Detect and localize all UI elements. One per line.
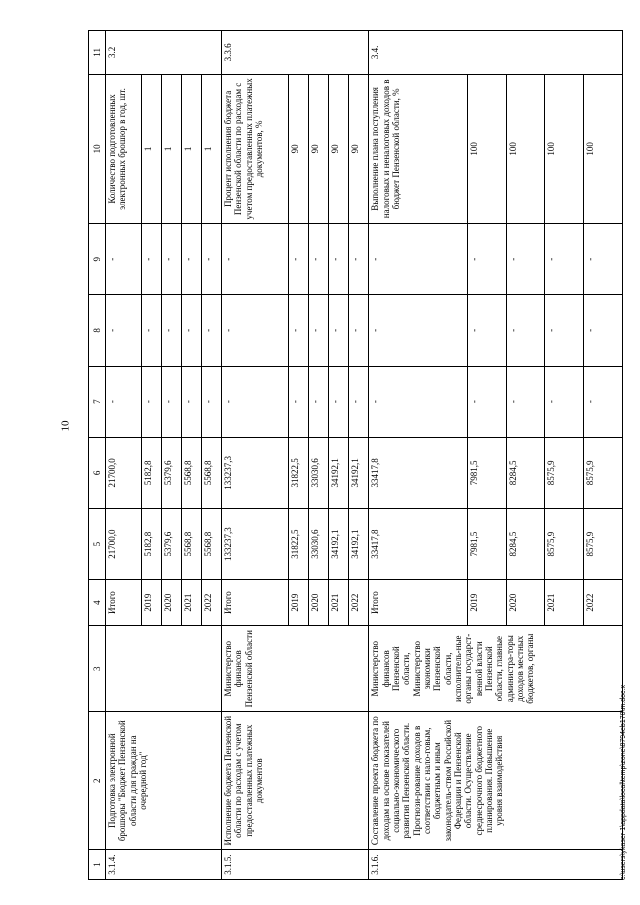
- year-col5: 5568,8: [201, 508, 221, 579]
- year-col6: 5182,8: [141, 437, 161, 508]
- table-row: [106, 31, 142, 880]
- year-col7: -: [288, 366, 308, 437]
- total-col6: 33417,8: [369, 437, 468, 508]
- year-col6: 8284,5: [506, 437, 545, 508]
- col-header: 4: [89, 580, 106, 626]
- year-col9: -: [467, 224, 506, 295]
- col-header: 2: [89, 712, 106, 850]
- col-header: 9: [89, 224, 106, 295]
- indicator-code: 3.3.6: [222, 31, 369, 75]
- col-header: 1: [89, 850, 106, 880]
- year-col10: 90: [308, 74, 328, 223]
- item-name: Исполнение бюджета Пензенской области по расходам с учетом предоставленных платежных документов: [222, 712, 369, 850]
- year-col7: -: [141, 366, 161, 437]
- year-col5: 5379,6: [161, 508, 181, 579]
- col-header: 10: [89, 74, 106, 223]
- year-col6: 34192,1: [329, 437, 349, 508]
- indicator-name: Выполнение плана поступления налоговых и неналоговых доходов в бюджет Пензенской области, %: [369, 74, 468, 223]
- year-col6: 5568,8: [201, 437, 221, 508]
- year-col5: 8575,9: [545, 508, 584, 579]
- year-col9: -: [506, 224, 545, 295]
- year-cell: 2019: [288, 580, 308, 626]
- col-header: 8: [89, 295, 106, 366]
- indicator-name: Количество подготовленных электронных брошюр в год, шт.: [106, 74, 142, 223]
- year-col5: 8575,9: [584, 508, 623, 579]
- year-col9: -: [141, 224, 161, 295]
- total-col7: -: [369, 366, 468, 437]
- year-col5: 7981,5: [467, 508, 506, 579]
- total-col5: 133237,3: [222, 508, 289, 579]
- total-label: Итого: [106, 580, 142, 626]
- total-col8: -: [106, 295, 142, 366]
- total-col7: -: [106, 366, 142, 437]
- year-col6: 7981,5: [467, 437, 506, 508]
- year-col7: -: [506, 366, 545, 437]
- year-cell: 2021: [545, 580, 584, 626]
- year-col5: 33030,6: [308, 508, 328, 579]
- total-col6: 21700,0: [106, 437, 142, 508]
- year-cell: 2020: [506, 580, 545, 626]
- year-col8: -: [467, 295, 506, 366]
- total-col9: -: [106, 224, 142, 295]
- year-col8: -: [506, 295, 545, 366]
- year-cell: 2021: [329, 580, 349, 626]
- year-col7: -: [161, 366, 181, 437]
- col-header: 7: [89, 366, 106, 437]
- year-cell: 2019: [141, 580, 161, 626]
- year-col9: -: [181, 224, 201, 295]
- year-col9: -: [349, 224, 369, 295]
- total-col5: 21700,0: [106, 508, 142, 579]
- indicator-code: 3.2: [106, 31, 222, 75]
- year-col8: -: [545, 295, 584, 366]
- year-col8: -: [349, 295, 369, 366]
- year-col5: 5568,8: [181, 508, 201, 579]
- total-col9: -: [369, 224, 468, 295]
- table-body: [89, 31, 623, 880]
- year-col10: 1: [161, 74, 181, 223]
- col-header: 6: [89, 437, 106, 508]
- year-col10: 90: [288, 74, 308, 223]
- year-col6: 5568,8: [181, 437, 201, 508]
- item-executor: Министерство финансов Пензенской области: [222, 626, 369, 712]
- year-col9: -: [161, 224, 181, 295]
- total-col5: 33417,8: [369, 508, 468, 579]
- item-executor: [106, 626, 222, 712]
- year-col10: 1: [201, 74, 221, 223]
- year-col7: -: [584, 366, 623, 437]
- item-number: 3.1.4.: [106, 850, 222, 880]
- year-col5: 34192,1: [329, 508, 349, 579]
- item-number: 3.1.5.: [222, 850, 369, 880]
- total-col7: -: [222, 366, 289, 437]
- year-cell: 2019: [467, 580, 506, 626]
- budget-table-rotated: [88, 30, 623, 880]
- year-col5: 34192,1: [349, 508, 369, 579]
- col-header: 3: [89, 626, 106, 712]
- year-col9: -: [545, 224, 584, 295]
- year-cell: 2022: [201, 580, 221, 626]
- total-col8: -: [222, 295, 289, 366]
- year-cell: 2021: [181, 580, 201, 626]
- year-col10: 100: [467, 74, 506, 223]
- year-col10: 1: [141, 74, 161, 223]
- item-name: Подготовка электронной брошюры "Бюджет Пензенской области для граждан на очередной год": [106, 712, 222, 850]
- indicator-code: 3.4.: [369, 31, 623, 75]
- year-col10: 90: [349, 74, 369, 223]
- col-header: 11: [89, 31, 106, 75]
- year-col8: -: [329, 295, 349, 366]
- year-col7: -: [308, 366, 328, 437]
- year-col10: 1: [181, 74, 201, 223]
- year-cell: 2022: [349, 580, 369, 626]
- year-col8: -: [141, 295, 161, 366]
- year-col9: -: [201, 224, 221, 295]
- table-row: [222, 31, 289, 880]
- year-col7: -: [201, 366, 221, 437]
- year-col8: -: [201, 295, 221, 366]
- year-col10: 90: [329, 74, 349, 223]
- year-col7: -: [467, 366, 506, 437]
- year-col9: -: [288, 224, 308, 295]
- year-col8: -: [308, 295, 328, 366]
- year-col7: -: [349, 366, 369, 437]
- total-col9: -: [222, 224, 289, 295]
- page-number: 10: [59, 420, 72, 432]
- total-label: Итого: [222, 580, 289, 626]
- total-col8: -: [369, 295, 468, 366]
- year-col10: 100: [584, 74, 623, 223]
- year-col8: -: [181, 295, 201, 366]
- year-col10: 100: [545, 74, 584, 223]
- column-header-row: [89, 31, 106, 880]
- year-col8: -: [161, 295, 181, 366]
- total-label: Итого: [369, 580, 468, 626]
- table-row: [369, 31, 468, 880]
- year-col7: -: [545, 366, 584, 437]
- year-col5: 5182,8: [141, 508, 161, 579]
- indicator-name: Процент исполнения бюджета Пензенской области по расходам с учетом предоставленных платежных документов, %: [222, 74, 289, 223]
- item-name: Составление проекта бюджета по доходам на основе показателей социально-экономического развития Пензенской области. Прогнози-рование доходов в соответствии с нало-говым, бюджетным и иным законодатель-ством Российской Федерации и Пензенской области. Осуществление среднесрочного бюджетного планирования. Повышение уровня взаимодействия: [369, 712, 623, 850]
- year-col9: -: [329, 224, 349, 295]
- year-col9: -: [308, 224, 328, 295]
- year-cell: 2020: [161, 580, 181, 626]
- year-cell: 2022: [584, 580, 623, 626]
- year-col7: -: [181, 366, 201, 437]
- budget-table: [88, 30, 623, 880]
- year-col10: 100: [506, 74, 545, 223]
- item-executor: Министерство финансов Пензенской области, Министерство экономики Пензенской области, исполнитель-ные органы государст-венной власти Пензенской области, главные администра-торы доходов местных бюджетов, органы: [369, 626, 623, 712]
- year-col6: 5379,6: [161, 437, 181, 508]
- year-col5: 8284,5: [506, 508, 545, 579]
- year-col8: -: [288, 295, 308, 366]
- year-cell: 2020: [308, 580, 328, 626]
- year-col6: 34192,1: [349, 437, 369, 508]
- item-number: 3.1.6.: [369, 850, 623, 880]
- year-col8: -: [584, 295, 623, 366]
- year-col6: 31822,5: [288, 437, 308, 508]
- year-col7: -: [329, 366, 349, 437]
- year-col6: 8575,9: [545, 437, 584, 508]
- year-col5: 31822,5: [288, 508, 308, 579]
- footer-file-path: c:\users\ykaser-1\appdata\local\temp\zone\8794eb170\m.doc.x: [620, 685, 627, 880]
- col-header: 5: [89, 508, 106, 579]
- total-col6: 133237,3: [222, 437, 289, 508]
- year-col9: -: [584, 224, 623, 295]
- year-col6: 33030,6: [308, 437, 328, 508]
- year-col6: 8575,9: [584, 437, 623, 508]
